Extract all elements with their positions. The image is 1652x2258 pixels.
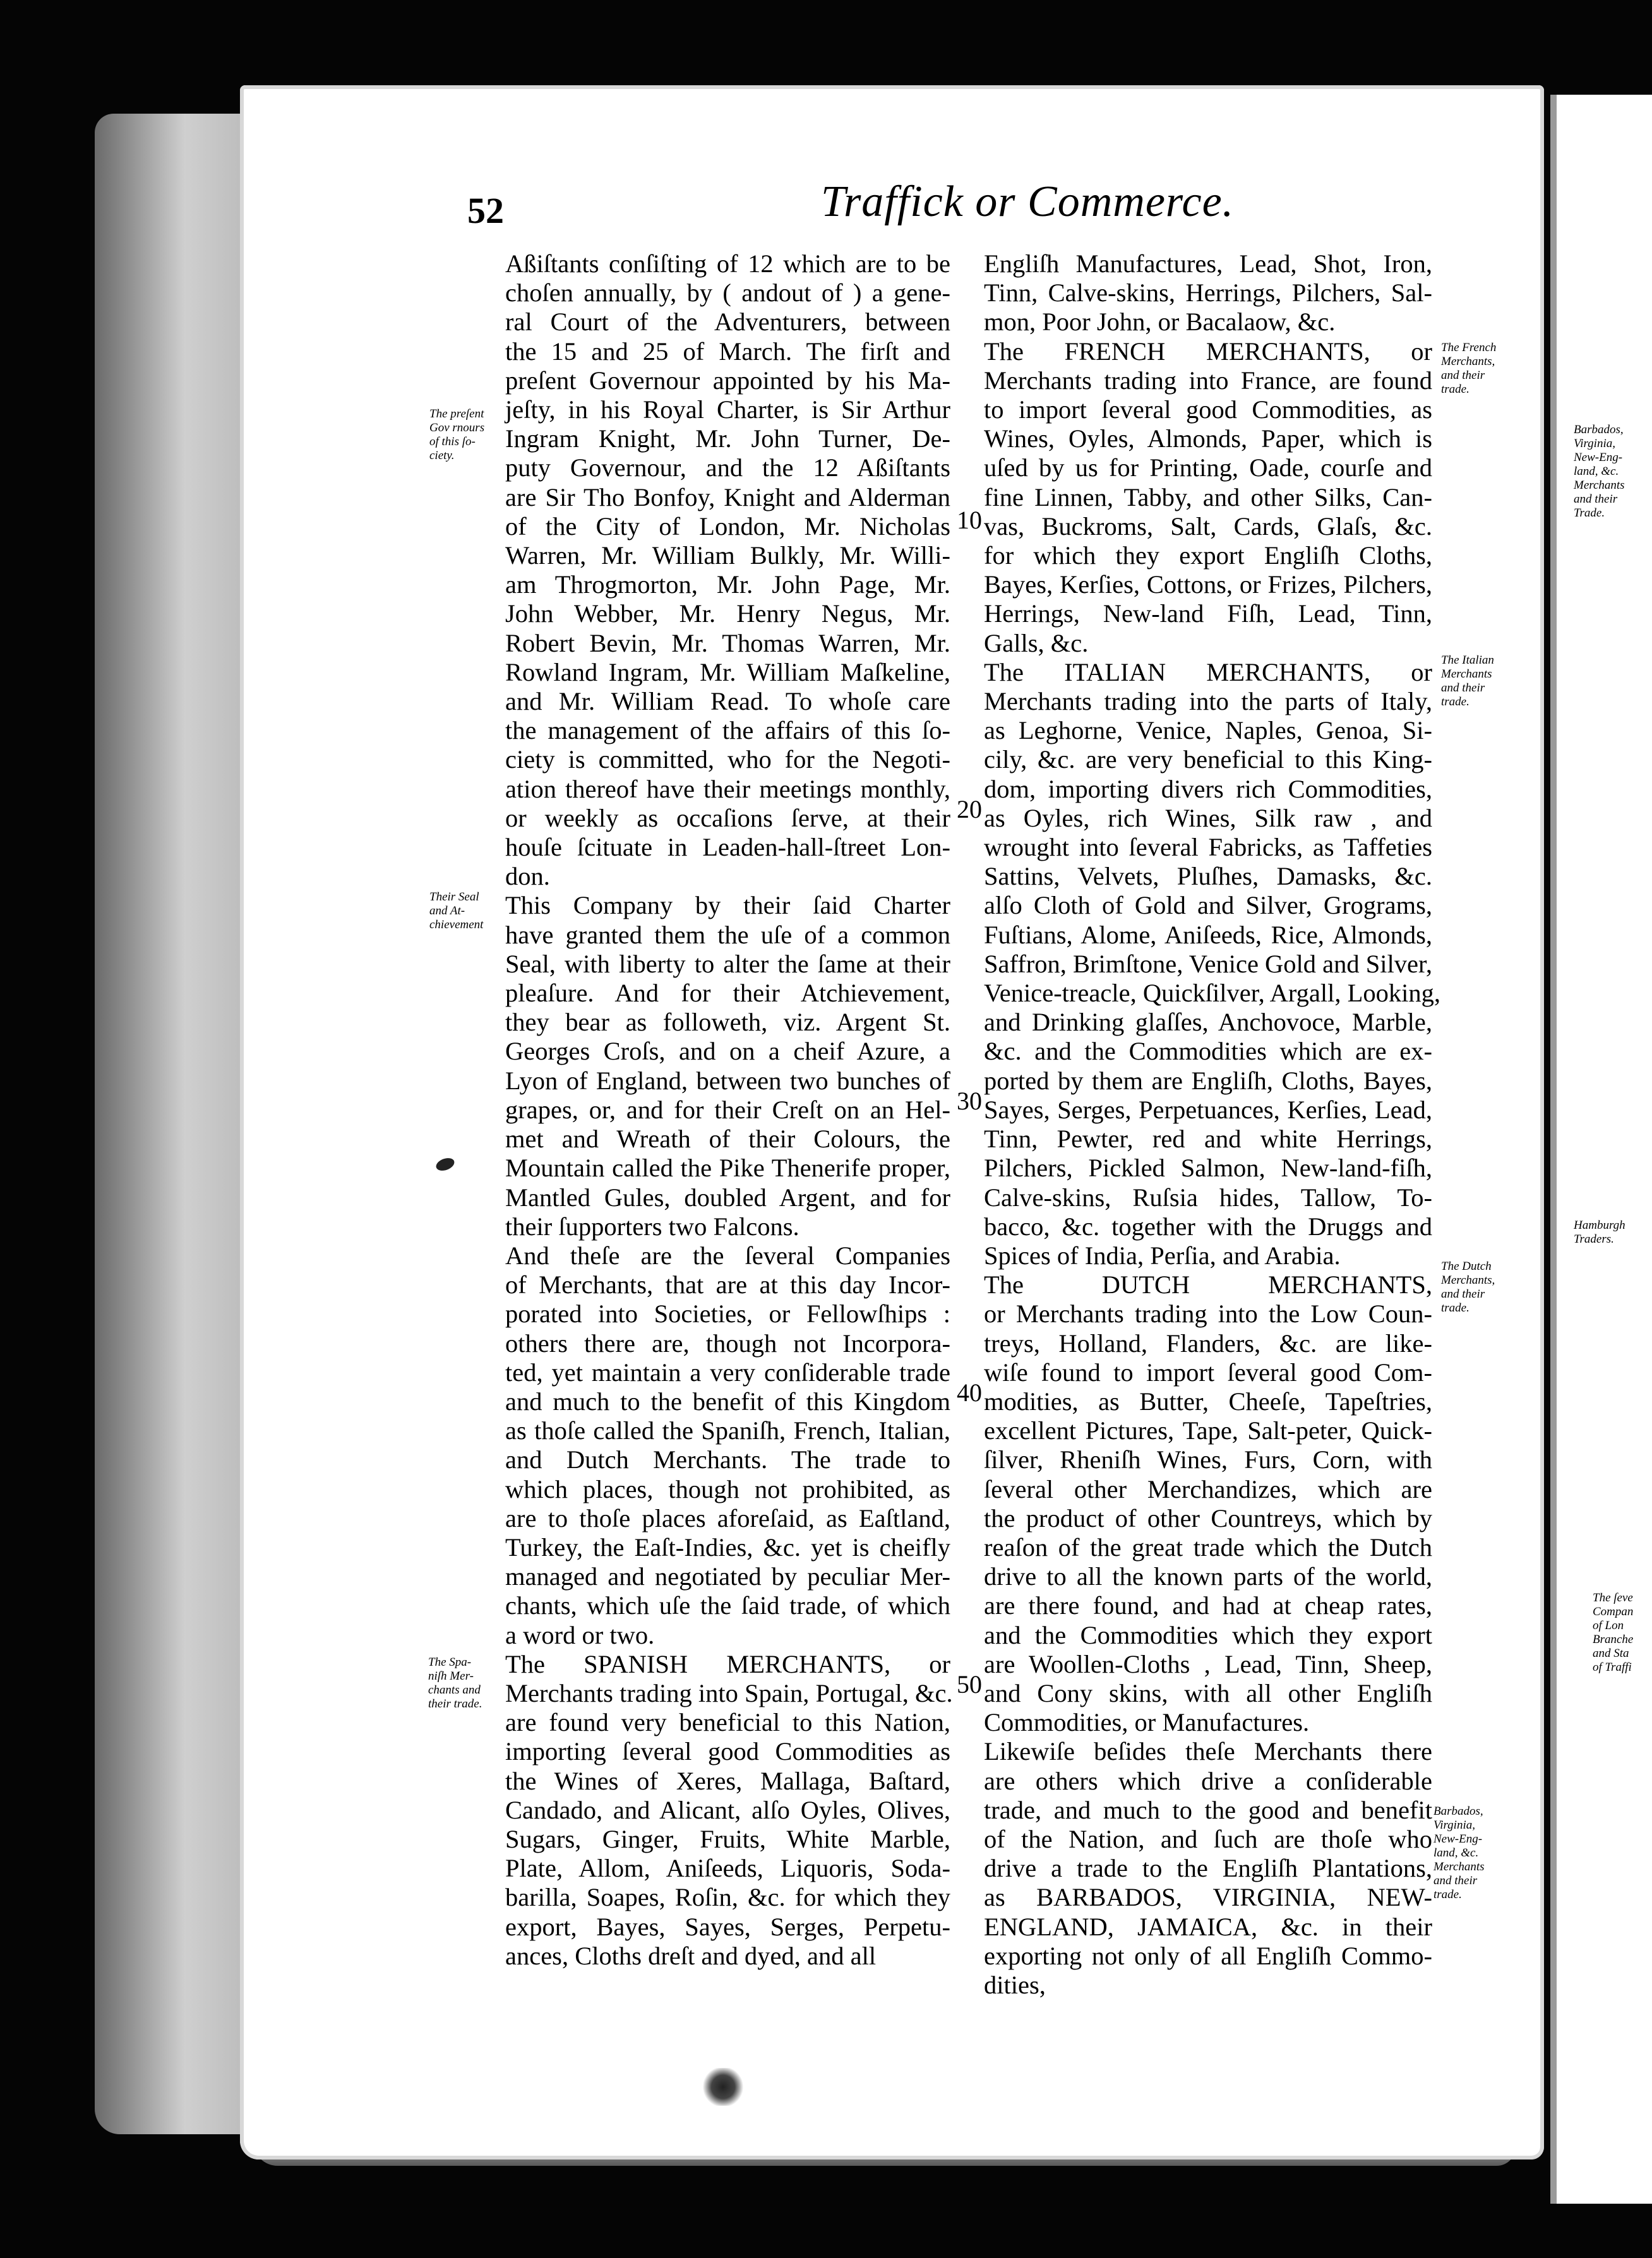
text-line: modities, as Butter, Cheeſe, Tapeſtries, [984, 1387, 1432, 1416]
marginal-note-french [1441, 341, 1496, 397]
text-line: This Company by their ſaid Charter [505, 891, 950, 920]
text-line: Merchants trading into Spain, Portugal, &c. [505, 1678, 953, 1707]
text-line: The SPANISH MERCHANTS, or [505, 1649, 950, 1678]
text-line: ſeveral other Merchandizes, which are [984, 1474, 1432, 1503]
text-line: barilla, Soapes, Roſin, &c. for which they [505, 1883, 950, 1912]
marginal-line: and their [1441, 1287, 1485, 1301]
text-line: for which they export Engliſh Cloths, [984, 541, 1432, 570]
text-line: The ITALIAN MERCHANTS, or [984, 657, 1432, 686]
marginal-note-barbados [1434, 1805, 1485, 1902]
marginal-line: of Traffi [1593, 1661, 1632, 1674]
marginal-note-spanish [428, 1656, 482, 1711]
text-line: ted, yet maintain a very conſiderable trade [505, 1358, 950, 1387]
text-line: as Leghorne, Venice, Naples, Genoa, Si- [984, 716, 1432, 745]
next-page-note-hamburg [1574, 1219, 1625, 1246]
text-line: The DUTCH MERCHANTS, [984, 1270, 1432, 1299]
marginal-line: Barbados, [1574, 423, 1624, 436]
text-line: Mountain called the Pike Thenerife proper, [505, 1154, 950, 1183]
text-line: Plate, Allom, Aniſeeds, Liquoris, Soda- [505, 1854, 950, 1883]
text-line: Spices of India, Perſia, and Arabia. [984, 1241, 1341, 1270]
text-line: reaſon of the great trade which the Dutch [984, 1532, 1432, 1562]
line-number-40: 40 [957, 1378, 982, 1407]
line-number-20: 20 [957, 795, 982, 823]
text-line: export, Bayes, Sayes, Serges, Perpetu- [505, 1912, 950, 1941]
marginal-line: and Sta [1593, 1647, 1629, 1660]
text-line: chants, which uſe the ſaid trade, of which [505, 1591, 950, 1620]
text-line: and Mr. William Read. To whoſe care [505, 687, 950, 716]
text-line: ENGLAND, JAMAICA, &c. in their [984, 1912, 1432, 1941]
text-line: their ſupporters two Falcons. [505, 1212, 799, 1241]
text-line: and Drinking glaſſes, Anchovoce, Marble, [984, 1008, 1432, 1037]
text-line: as thoſe called the Spaniſh, French, Italian, [505, 1416, 950, 1445]
marginal-line: and their [1434, 1874, 1478, 1887]
marginal-note-governour [429, 407, 484, 463]
text-line: Candado, and Alicant, alſo Oyles, Olives, [505, 1795, 950, 1824]
text-line: Galls, &c. [984, 628, 1089, 657]
marginal-line: Merchants [1441, 667, 1492, 681]
text-line: Ingram Knight, Mr. John Turner, De- [505, 424, 950, 453]
text-line: Commodities, or Manufactures. [984, 1708, 1310, 1737]
next-page-note-barbados [1574, 423, 1625, 520]
left-text-column [505, 249, 953, 1971]
marginal-line: Barbados, [1434, 1805, 1483, 1818]
text-line: Mantled Gules, doubled Argent, and for [505, 1183, 950, 1212]
text-line: Merchants trading into the parts of Italy, [984, 687, 1432, 716]
page-number: 52 [467, 190, 504, 231]
marginal-line: trade. [1434, 1888, 1462, 1901]
text-line: of the Nation, and ſuch are thoſe who [984, 1824, 1432, 1853]
text-line: porated into Societies, or Fellowſhips : [505, 1299, 950, 1329]
marginal-line: New-Eng- [1574, 451, 1623, 464]
text-line: of the City of London, Mr. Nicholas [505, 511, 950, 541]
text-line: &c. and the Commodities which are ex- [984, 1037, 1432, 1066]
text-line: preſent Governour appointed by his Ma- [505, 366, 950, 395]
text-line: ſilver, Rheniſh Wines, Furs, Corn, with [984, 1445, 1432, 1474]
text-line: Sayes, Serges, Perpetuances, Kerſies, Lead, [984, 1095, 1432, 1124]
text-line: Lyon of England, between two bunches of [505, 1066, 950, 1095]
text-line: are Woollen-Cloths , Lead, Tinn, Sheep, [984, 1649, 1432, 1678]
text-line: ported by them are Engliſh, Cloths, Bayes, [984, 1066, 1432, 1095]
text-line: as Oyles, rich Wines, Silk raw , and [984, 803, 1432, 832]
marginal-line: Merchants [1434, 1860, 1485, 1873]
text-line: vas, Buckroms, Salt, Cards, Glaſs, &c. [984, 511, 1432, 541]
text-line: Bayes, Kerſies, Cottons, or Frizes, Pilchers, [984, 570, 1432, 599]
text-line: as BARBADOS, VIRGINIA, NEW- [984, 1883, 1432, 1912]
right-text-column [984, 249, 1441, 2000]
marginal-line: ciety. [429, 449, 455, 462]
marginal-line: The Italian [1441, 654, 1494, 667]
marginal-line: Hamburgh [1574, 1219, 1625, 1232]
text-line: met and Wreath of their Colours, the [505, 1125, 950, 1154]
text-line: cily, &c. are very beneficial to this King- [984, 745, 1432, 774]
previous-page-edge [95, 114, 259, 2134]
marginal-line: Branche [1593, 1633, 1634, 1646]
text-line: dities, [984, 1970, 1046, 1999]
text-line: the product of other Countreys, which by [984, 1503, 1432, 1532]
marginal-line: and their [1441, 681, 1485, 695]
marginal-line: trade. [1441, 1301, 1469, 1315]
next-page-sliver [1550, 95, 1652, 2204]
text-line: Warren, Mr. William Bulkly, Mr. Willi- [505, 541, 950, 570]
text-line: puty Governour, and the 12 Aßiſtants [505, 453, 950, 482]
text-line: to import ſeveral good Commodities, as [984, 395, 1432, 424]
text-line: jeſty, in his Royal Charter, is Sir Arthur [505, 395, 950, 424]
text-line: am Throgmorton, Mr. John Page, Mr. [505, 570, 950, 599]
marginal-line: The ſeve [1593, 1591, 1633, 1604]
marginal-note-seal [429, 890, 483, 932]
text-line: Georges Croſs, and on a cheif Azure, a [505, 1037, 950, 1066]
line-number-50: 50 [957, 1670, 982, 1699]
text-line: others there are, though not Incorpora- [505, 1329, 950, 1358]
marginal-line: trade. [1441, 383, 1469, 396]
text-line: and the Commodities which they export [984, 1620, 1432, 1649]
marginal-line: and their [1574, 493, 1618, 506]
text-line: ciety is committed, who for the Negoti- [505, 745, 950, 774]
text-line: Herrings, New-land Fiſh, Lead, Tinn, [984, 599, 1432, 628]
line-number-30: 30 [957, 1087, 982, 1115]
marginal-line: trade. [1441, 695, 1469, 708]
marginal-note-italian [1441, 654, 1494, 709]
text-line: ral Court of the Adventurers, between [505, 308, 950, 337]
text-line: and much to the benefit of this Kingdom [505, 1387, 950, 1416]
text-line: Wines, Oyles, Almonds, Paper, which is [984, 424, 1432, 453]
text-line: Saffron, Brimſtone, Venice Gold and Silver, [984, 949, 1433, 978]
text-line: ances, Cloths dreſt and dyed, and all [505, 1941, 877, 1970]
text-line: Seal, with liberty to alter the ſame at their [505, 949, 950, 978]
marginal-line: The preſent [429, 407, 484, 421]
marginal-line: their trade. [428, 1697, 482, 1711]
text-line: And theſe are the ſeveral Companies [505, 1241, 950, 1270]
text-line: Sugars, Ginger, Fruits, White Marble, [505, 1824, 950, 1853]
text-line: managed and negotiated by peculiar Mer- [505, 1562, 950, 1591]
marginal-line: of this ſo- [429, 435, 476, 448]
text-line: ation thereof have their meetings monthly, [505, 774, 950, 803]
text-line: Calve-skins, Ruſsia hides, Tallow, To- [984, 1183, 1432, 1212]
text-line: are others which drive a conſiderable [984, 1766, 1432, 1795]
text-line: Pilchers, Pickled Salmon, New-land-fiſh, [984, 1154, 1432, 1183]
text-line: bacco, &c. together with the Druggs and [984, 1212, 1432, 1241]
marginal-line: land, &c. [1434, 1846, 1479, 1860]
text-line: Robert Bevin, Mr. Thomas Warren, Mr. [505, 628, 950, 657]
text-line: and Dutch Merchants. The trade to [505, 1445, 950, 1474]
text-line: trade, and much to the good and benefit [984, 1795, 1432, 1824]
marginal-line: chants and [428, 1683, 481, 1697]
marginal-line: Trade. [1574, 506, 1605, 520]
text-line: are there found, and had at cheap rates, [984, 1591, 1432, 1620]
marginal-line: Gov rnours [429, 421, 485, 434]
text-line: have granted them the uſe of a common [505, 920, 950, 949]
text-line: drive a trade to the Engliſh Plantations, [984, 1854, 1432, 1883]
running-head: Traffick or Commerce. [821, 177, 1235, 226]
text-line: are to thoſe places aforeſaid, as Eaſtland, [505, 1503, 950, 1532]
text-line: Tinn, Pewter, red and white Herrings, [984, 1125, 1432, 1154]
marginal-line: Compan [1593, 1605, 1634, 1618]
text-line: the 15 and 25 of March. The firſt and [505, 337, 950, 366]
text-line: the Wines of Xeres, Mallaga, Baſtard, [505, 1766, 950, 1795]
marginal-line: New-Eng- [1434, 1832, 1483, 1846]
text-line: wiſe found to import ſeveral good Com- [984, 1358, 1432, 1387]
marginal-note-dutch [1441, 1260, 1495, 1315]
next-page-note-companies [1593, 1591, 1633, 1675]
text-line: pleaſure. And for their Atchievement, [505, 979, 950, 1008]
marginal-line: Traders. [1574, 1233, 1614, 1246]
text-line: they bear as followeth, viz. Argent St. [505, 1008, 950, 1037]
text-line: choſen annually, by ( andout of ) a gene- [505, 278, 950, 308]
ink-stain [701, 2068, 745, 2106]
next-page-gutter [1550, 95, 1557, 2204]
text-line: drive to all the known parts of the world, [984, 1562, 1432, 1591]
text-line: importing ſeveral good Commodities as [505, 1737, 950, 1766]
marginal-line: land, &c. [1574, 465, 1619, 478]
text-line: excellent Pictures, Tape, Salt-peter, Quick- [984, 1416, 1432, 1445]
text-line: treys, Holland, Flanders, &c. are like- [984, 1329, 1432, 1358]
marginal-line: and their [1441, 369, 1485, 382]
marginal-line: Merchants [1574, 479, 1625, 492]
text-line: grapes, or, and for their Creſt on an Hel- [505, 1095, 950, 1124]
text-line: Venice-treacle, Quickſilver, Argall, Looking, [984, 979, 1441, 1008]
text-line: houſe ſcituate in Leaden-hall-ſtreet Lon- [505, 833, 950, 862]
text-line: Aßiſtants conſiſting of 12 which are to be [505, 249, 950, 278]
text-line: Sattins, Velvets, Pluſhes, Damasks, &c. [984, 862, 1432, 891]
marginal-line: and At- [429, 904, 465, 917]
text-line: Tinn, Calve-skins, Herrings, Pilchers, Sal- [984, 278, 1432, 308]
marginal-line: Their Seal [429, 890, 479, 904]
text-line: fine Linnen, Tabby, and other Silks, Can- [984, 482, 1432, 511]
text-line: Likewiſe beſides theſe Merchants there [984, 1737, 1432, 1766]
text-line: don. [505, 862, 550, 891]
marginal-line: The Dutch [1441, 1260, 1492, 1273]
text-line: alſo Cloth of Gold and Silver, Grograms, [984, 891, 1432, 920]
marginal-line: Virginia, [1574, 437, 1615, 450]
text-line: of Merchants, that are at this day Incor- [505, 1270, 950, 1299]
marginal-line: The Spa- [428, 1656, 472, 1669]
marginal-line: The French [1441, 341, 1497, 354]
marginal-line: Merchants, [1441, 1274, 1495, 1287]
text-line: wrought into ſeveral Fabricks, as Taffeties [984, 833, 1432, 862]
text-line: or Merchants trading into the Low Coun- [984, 1299, 1432, 1329]
text-line: uſed by us for Printing, Oade, courſe and [984, 453, 1432, 482]
marginal-line: niſh Mer- [428, 1670, 474, 1683]
text-line: mon, Poor John, or Bacalaow, &c. [984, 308, 1336, 337]
text-line: Engliſh Manufactures, Lead, Shot, Iron, [984, 249, 1432, 278]
text-line: Merchants trading into France, are found [984, 366, 1432, 395]
marginal-line: chievement [429, 918, 484, 931]
text-line: The FRENCH MERCHANTS, or [984, 337, 1432, 366]
text-line: or weekly as occaſions ſerve, at their [505, 803, 950, 832]
text-line: Fuſtians, Alome, Aniſeeds, Rice, Almonds, [984, 920, 1432, 949]
marginal-line: Merchants, [1441, 355, 1495, 368]
text-line: the management of the affairs of this ſo- [505, 716, 950, 745]
text-line: which places, though not prohibited, as [505, 1474, 950, 1503]
text-line: John Webber, Mr. Henry Negus, Mr. [505, 599, 950, 628]
text-line: and Cony skins, with all other Engliſh [984, 1678, 1432, 1707]
text-line: are found very beneficial to this Nation, [505, 1708, 950, 1737]
text-line: dom, importing divers rich Commodities, [984, 774, 1432, 803]
text-line: exporting not only of all Engliſh Commo- [984, 1941, 1432, 1970]
marginal-line: of Lon [1593, 1619, 1624, 1632]
text-line: a word or two. [505, 1620, 655, 1649]
text-line: are Sir Tho Bonfoy, Knight and Alderman [505, 482, 950, 511]
text-line: Rowland Ingram, Mr. William Maſkeline, [505, 657, 950, 686]
marginal-line: Virginia, [1434, 1819, 1475, 1832]
line-number-10: 10 [957, 506, 982, 534]
text-line: Turkey, the Eaſt-Indies, &c. yet is cheifly [505, 1532, 950, 1562]
